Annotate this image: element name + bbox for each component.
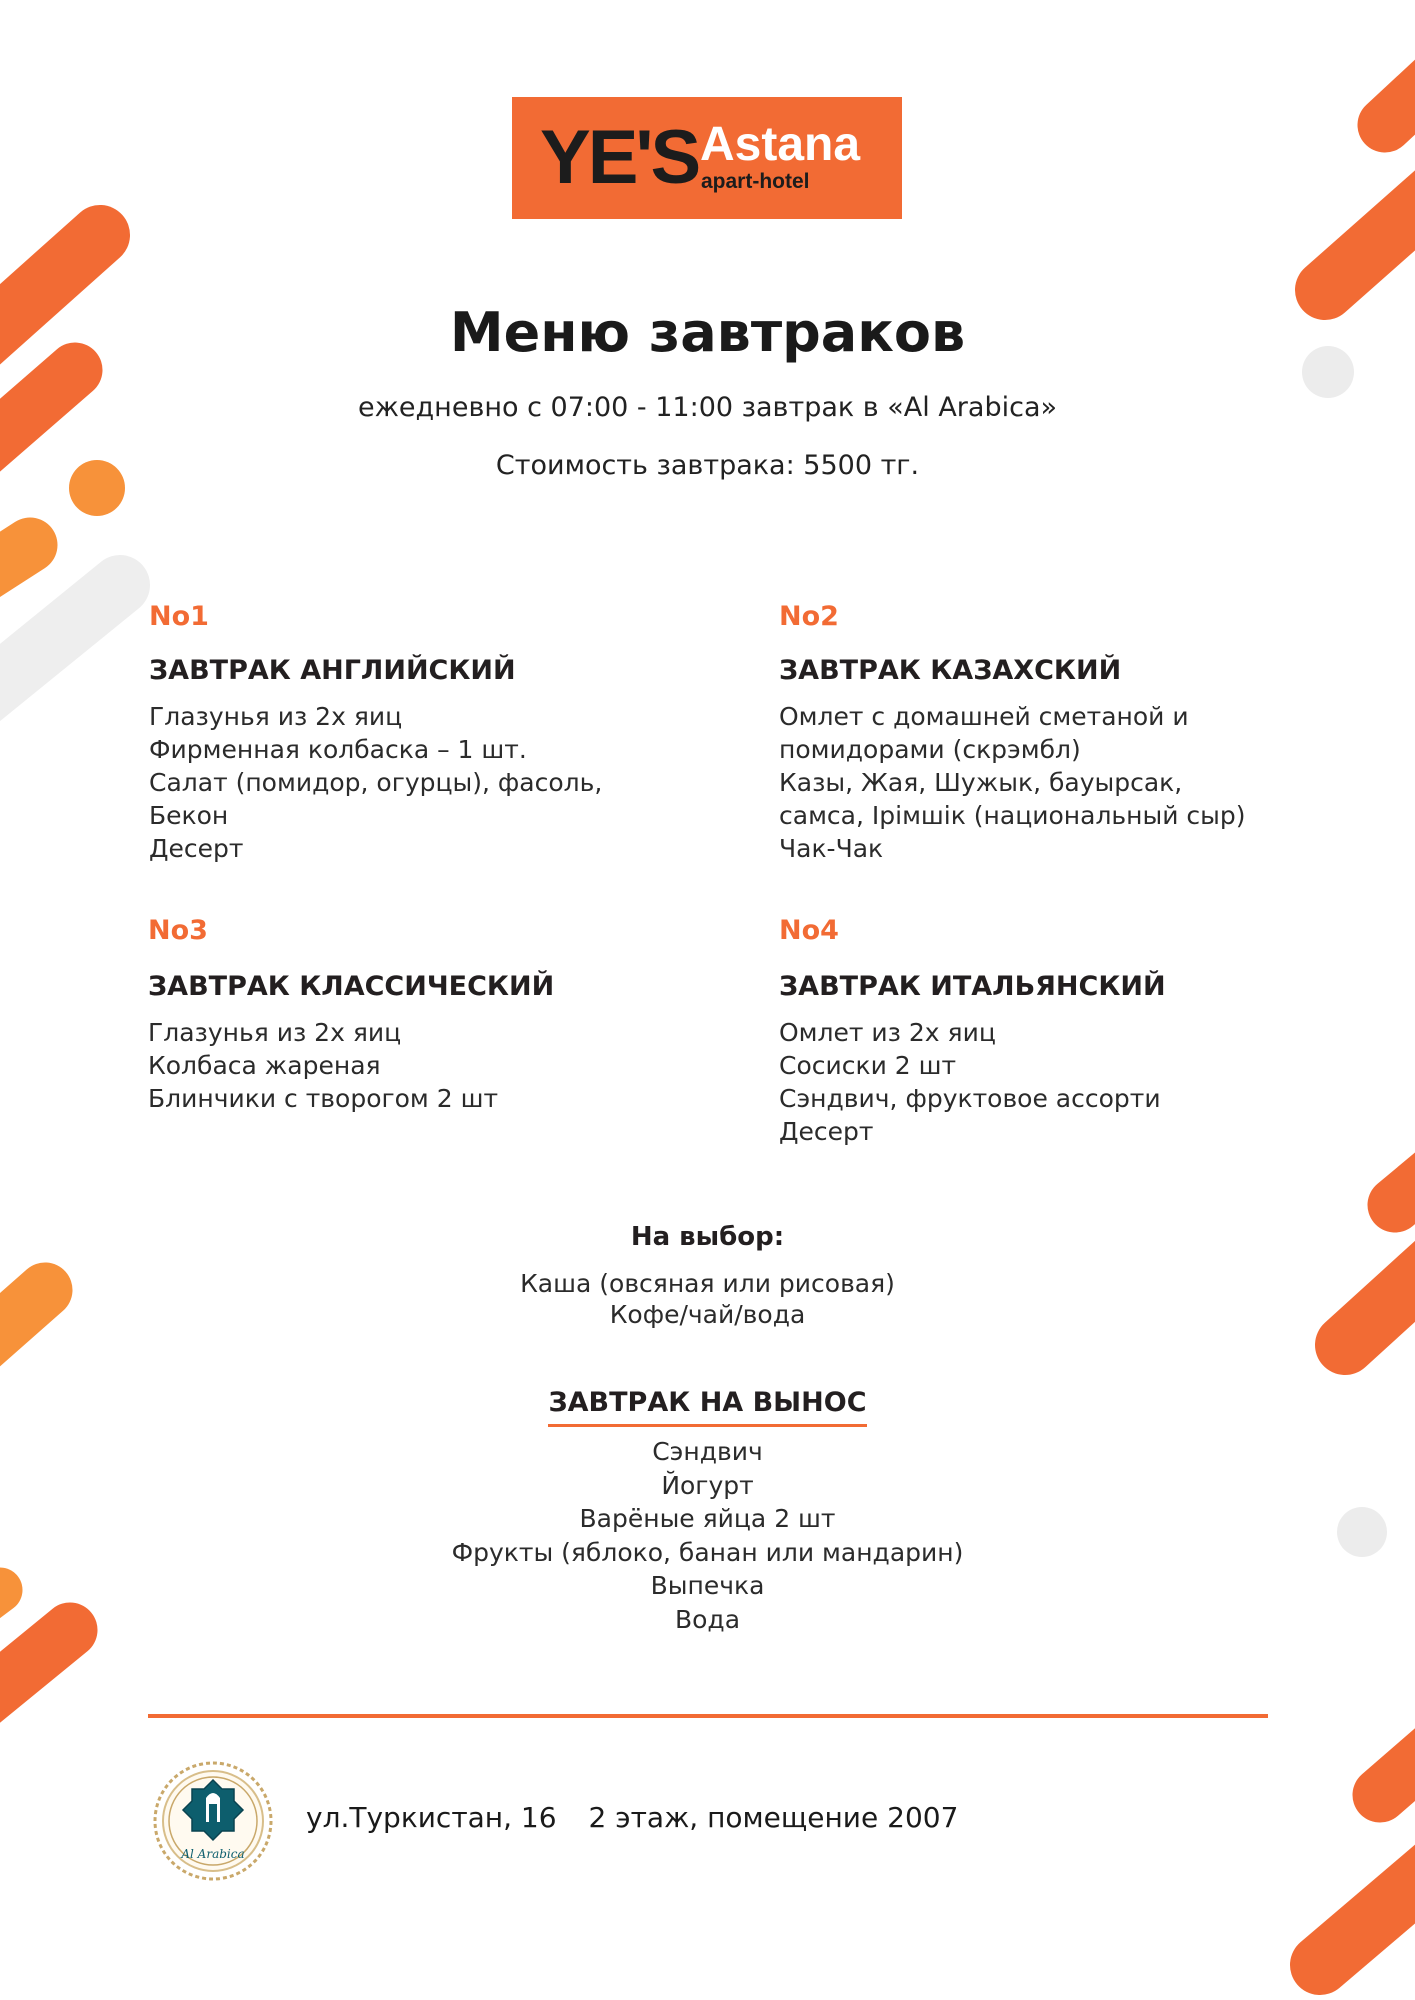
section-title: ЗАВТРАК КЛАССИЧЕСКИЙ <box>148 971 555 1002</box>
section-number: No1 <box>149 601 209 632</box>
takeaway-item: Йогурт <box>661 1470 754 1500</box>
menu-item: Десерт <box>779 1117 874 1146</box>
section-title: ЗАВТРАК ИТАЛЬЯНСКИЙ <box>779 971 1166 1002</box>
breakfast-section-italian <box>779 914 1299 1148</box>
breakfast-section-english <box>149 600 669 865</box>
menu-item: Омлет из 2х яиц <box>779 1018 996 1047</box>
footer-divider <box>148 1714 1268 1718</box>
menu-item: Десерт <box>149 834 244 863</box>
section-number: No2 <box>779 601 839 632</box>
choice-section <box>0 1220 1415 1330</box>
menu-item: Сэндвич, фруктовое ассорти <box>779 1084 1161 1113</box>
breakfast-section-kazakh <box>779 600 1299 865</box>
takeaway-item: Вода <box>674 1604 741 1634</box>
section-number: No4 <box>779 915 839 946</box>
deco-stripe <box>0 585 120 715</box>
section-title: ЗАВТРАК АНГЛИЙСКИЙ <box>149 655 516 686</box>
price-text: Стоимость завтрака: 5500 тг. <box>495 450 920 481</box>
takeaway-section <box>0 1386 1415 1636</box>
logo-city: Astana <box>700 118 861 171</box>
deco-stripe <box>1380 1730 1415 1795</box>
choice-item: Каша (овсяная или рисовая) <box>520 1269 895 1298</box>
deco-stripe <box>0 545 30 590</box>
footer-address <box>306 1800 958 1836</box>
takeaway-item: Выпечка <box>650 1571 765 1600</box>
choice-item: Кофе/чай/вода <box>609 1300 806 1329</box>
menu-item: Чак-Чак <box>779 834 884 863</box>
hotel-logo <box>512 97 902 219</box>
al-arabica-emblem-icon <box>150 1758 276 1884</box>
section-number: No3 <box>148 915 208 946</box>
logo-subtitle: apart-hotel <box>701 170 810 193</box>
breakfast-section-classic <box>148 914 668 1115</box>
menu-item: Сосиски 2 шт <box>779 1051 957 1080</box>
menu-item: Блинчики с творогом 2 шт <box>148 1084 499 1113</box>
menu-item: Глазунья из 2х яиц <box>148 1018 402 1047</box>
takeaway-title: ЗАВТРАК НА ВЫНОС <box>548 1387 867 1418</box>
menu-item: Омлет с домашней сметаной и <box>779 702 1189 731</box>
page-title: Меню завтраков <box>449 301 966 364</box>
takeaway-title-underline <box>548 1386 866 1427</box>
svg-text:Al Arabica: Al Arabica <box>181 1847 245 1861</box>
menu-item: Бекон <box>149 801 229 830</box>
deco-stripe <box>1325 175 1415 290</box>
menu-item: Глазунья из 2х яиц <box>149 702 403 731</box>
deco-stripe <box>1385 60 1415 125</box>
address-street: ул.Туркистан, 16 <box>306 1801 557 1834</box>
takeaway-item: Варёные яйца 2 шт <box>579 1504 836 1533</box>
takeaway-item: Фрукты (яблоко, банан или мандарин) <box>451 1537 964 1567</box>
deco-stripe <box>1320 1850 1415 1965</box>
address-floor: 2 этаж, помещение 2007 <box>588 1801 959 1834</box>
menu-item: Фирменная колбаска – 1 шт. <box>149 735 527 764</box>
logo-mark: YE'S <box>540 115 699 200</box>
menu-item: Казы, Жая, Шужык, бауырсак, <box>779 768 1183 797</box>
menu-item: Колбаса жареная <box>148 1051 381 1080</box>
deco-stripe <box>1395 1155 1415 1205</box>
choice-title: На выбор: <box>630 1222 785 1252</box>
menu-item: помидорами (скрэмбл) <box>779 735 1081 764</box>
menu-item: Салат (помидор, огурцы), фасоль, <box>149 768 603 797</box>
deco-stripe <box>0 1630 70 1720</box>
takeaway-item: Сэндвич <box>652 1437 763 1466</box>
schedule-text: ежедневно с 07:00 - 11:00 завтрак в «Al Arabica» <box>357 392 1058 423</box>
menu-item: самса, Ірімшік (национальный сыр) <box>779 801 1246 830</box>
section-title: ЗАВТРАК КАЗАХСКИЙ <box>779 655 1122 686</box>
